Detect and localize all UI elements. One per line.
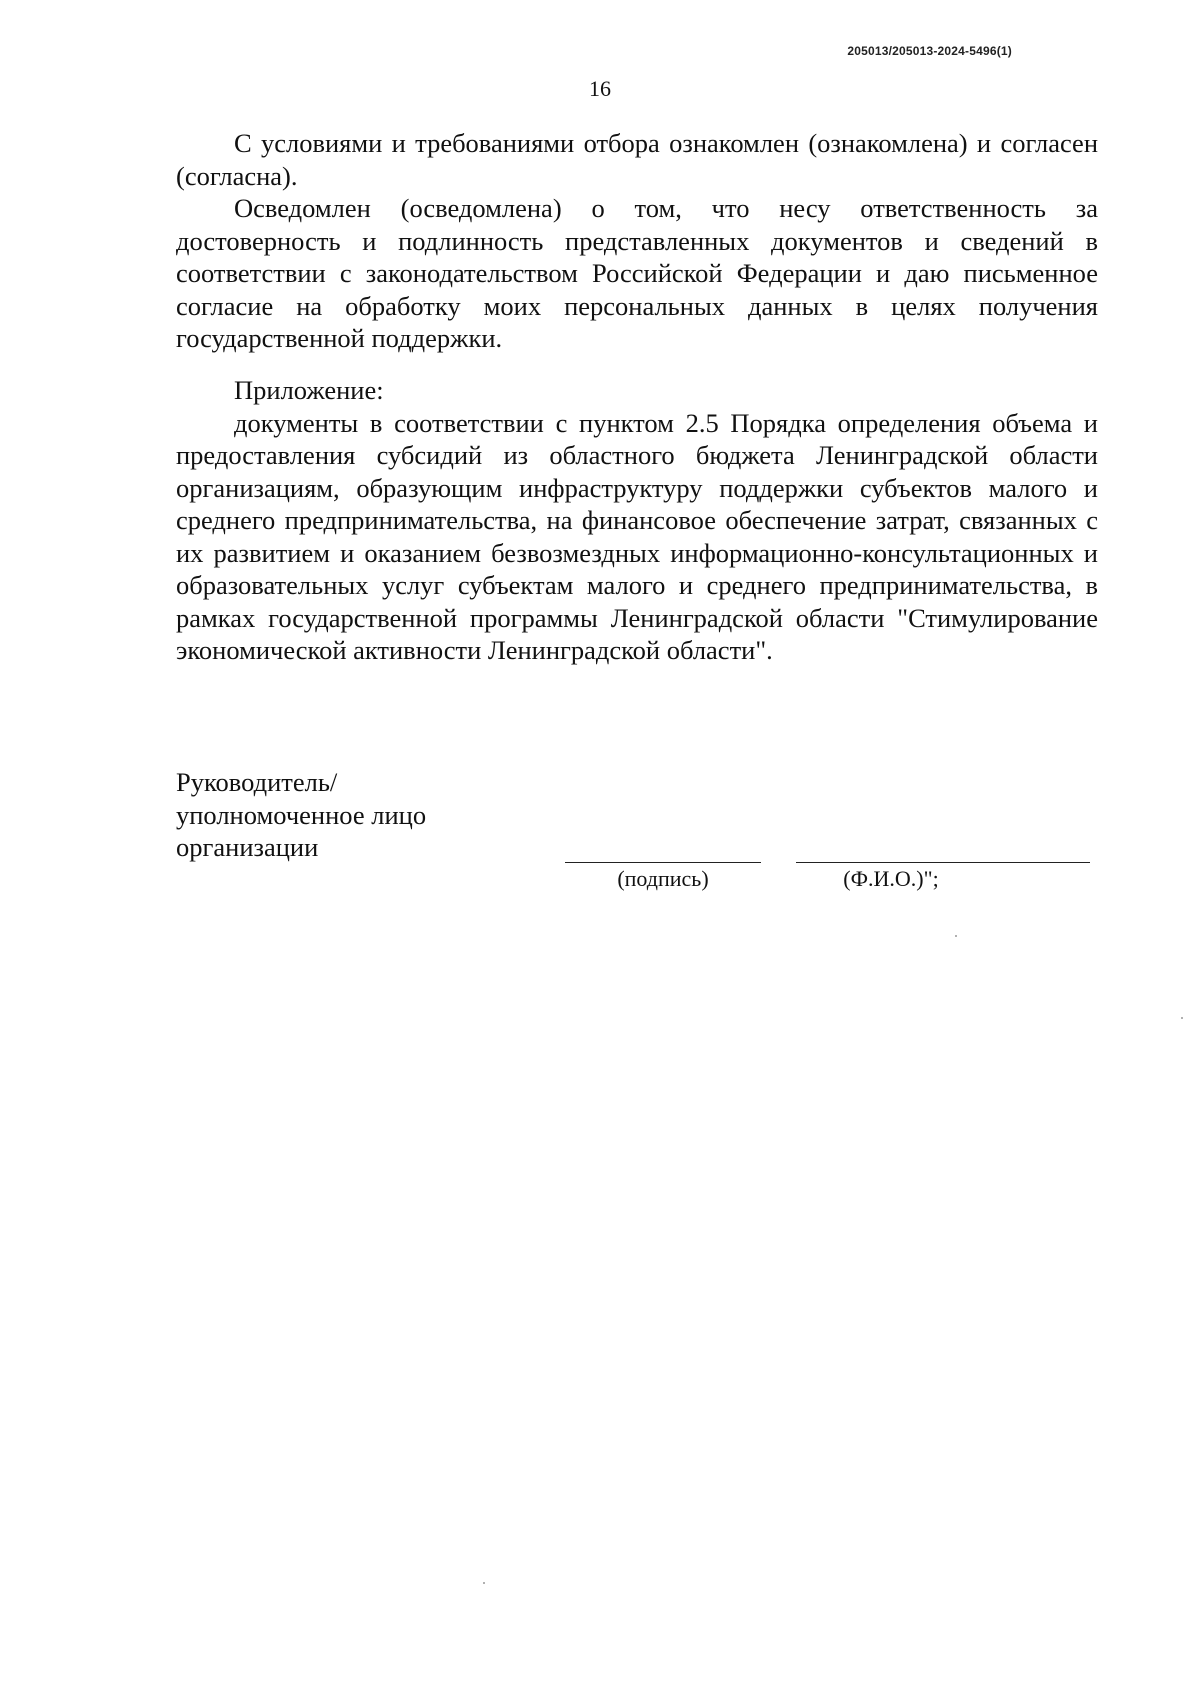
signatory-role-line: организации (176, 832, 319, 862)
signatory-role-line: уполномоченное лицо (176, 799, 427, 830)
appendix-section (176, 374, 1098, 667)
consent-section (176, 127, 1098, 355)
scan-speck (955, 935, 957, 937)
consent-paragraph-responsibility: Осведомлен (осведомлена) о том, что несу ответственность за достоверность и подлинность представленных документов и сведений в соответствии с законодательством Российской Федерации и даю письменное согласие на обработку моих персональных данных в целях получения государственной поддержки. (176, 193, 1098, 353)
signature-line (565, 862, 761, 863)
signature-caption: (подпись) (617, 866, 709, 891)
scan-speck (1181, 1017, 1183, 1019)
page-number: 16 (589, 76, 611, 101)
full-name-line (796, 862, 1090, 863)
scan-speck (483, 1582, 485, 1584)
document-registration-number: 205013/205013-2024-5496(1) (847, 44, 1012, 58)
consent-paragraph-conditions: С условиями и требованиями отбора ознакомлен (ознакомлена) и согласен (согласна). (176, 128, 1098, 191)
signatory-role-line: Руководитель/ (176, 767, 338, 797)
full-name-caption: (Ф.И.О.)"; (843, 866, 939, 891)
appendix-heading: Приложение: (234, 375, 384, 405)
signatory-role (176, 766, 426, 864)
appendix-text: документы в соответствии с пунктом 2.5 Порядка определения объема и предоставления субсидий из областного бюджета Ленинградской области организациям, образующим инфраструктуру поддержки субъектов малого и среднего предпринимательства, на финансовое обеспечение затрат, связанных с их развитием и оказанием безвозмездных информационно-консультационных и образовательных услуг субъектам малого и среднего предпринимательства, в рамках государственной программы Ленинградской области "Стимулирование экономической активности Ленинградской области". (176, 407, 1098, 665)
